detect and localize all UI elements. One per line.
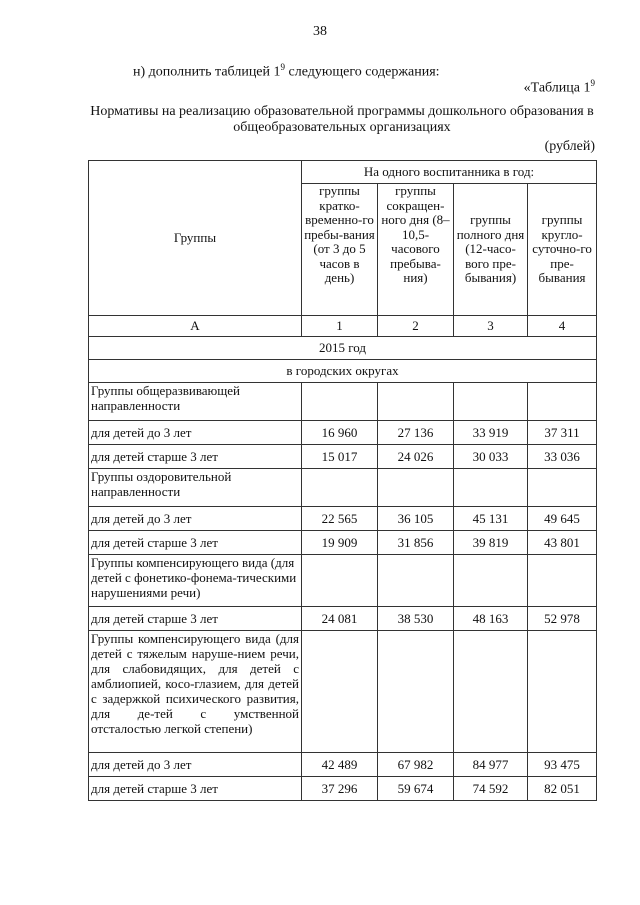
header-groups: Группы — [89, 161, 302, 316]
header-col-4: группы кругло-суточно-го пре-бывания — [528, 184, 597, 316]
header-col-1: группы кратко-временно-го пребы-вания (от 3 до 5 часов в день) — [302, 184, 378, 316]
group-name: Группы оздоровительной направленности — [89, 469, 302, 507]
header-col-2: группы сокращен-ного дня (8–10,5-часового пребыва-ния) — [378, 184, 454, 316]
value-cell: 22 565 — [302, 507, 378, 531]
row-label: для детей до 3 лет — [89, 753, 302, 777]
value-cell: 15 017 — [302, 445, 378, 469]
table-row — [89, 531, 597, 555]
row-label: для детей до 3 лет — [89, 421, 302, 445]
table-reference-text: «Таблица 1 — [523, 80, 591, 96]
units-label: (рублей) — [544, 139, 595, 154]
value-cell: 24 026 — [378, 445, 454, 469]
intro-superscript: 9 — [280, 62, 286, 72]
header-per-child: На одного воспитанника в год: — [302, 161, 597, 184]
value-cell: 16 960 — [302, 421, 378, 445]
value-cell: 30 033 — [454, 445, 528, 469]
row-label: для детей старше 3 лет — [89, 531, 302, 555]
value-cell: 33 036 — [528, 445, 597, 469]
table-row — [89, 507, 597, 531]
value-cell: 31 856 — [378, 531, 454, 555]
value-cell: 42 489 — [302, 753, 378, 777]
value-cell: 36 105 — [378, 507, 454, 531]
table-row — [89, 607, 597, 631]
table-reference-superscript: 9 — [590, 78, 595, 88]
year-row: 2015 год — [89, 337, 597, 360]
value-cell: 84 977 — [454, 753, 528, 777]
intro-line — [133, 62, 440, 81]
group-name: Группы компенсирующего вида (для детей с фонетико-фонема-тическими нарушениями речи) — [89, 555, 302, 607]
value-cell: 43 801 — [528, 531, 597, 555]
table-row — [89, 445, 597, 469]
intro-tail: следующего содержания: — [285, 64, 440, 80]
value-cell: 49 645 — [528, 507, 597, 531]
index-cell: 1 — [302, 316, 378, 337]
row-label: для детей старше 3 лет — [89, 445, 302, 469]
value-cell: 33 919 — [454, 421, 528, 445]
value-cell: 39 819 — [454, 531, 528, 555]
header-col-3: группы полного дня (12-часо-вого пре-бывания) — [454, 184, 528, 316]
value-cell: 19 909 — [302, 531, 378, 555]
table-title: Нормативы на реализацию образовательной программы дошкольного образования в общеобразовательных организациях — [90, 104, 594, 135]
value-cell: 37 296 — [302, 777, 378, 801]
index-cell: 4 — [528, 316, 597, 337]
row-label: для детей до 3 лет — [89, 507, 302, 531]
row-label: для детей старше 3 лет — [89, 777, 302, 801]
value-cell: 74 592 — [454, 777, 528, 801]
value-cell: 45 131 — [454, 507, 528, 531]
value-cell: 27 136 — [378, 421, 454, 445]
value-cell: 38 530 — [378, 607, 454, 631]
value-cell: 59 674 — [378, 777, 454, 801]
value-cell: 52 978 — [528, 607, 597, 631]
index-cell: А — [89, 316, 302, 337]
value-cell: 24 081 — [302, 607, 378, 631]
index-cell: 3 — [454, 316, 528, 337]
value-cell: 82 051 — [528, 777, 597, 801]
table-reference — [524, 78, 595, 97]
table-row — [89, 421, 597, 445]
region-row: в городских округах — [89, 360, 597, 383]
index-cell: 2 — [378, 316, 454, 337]
value-cell: 37 311 — [528, 421, 597, 445]
intro-text: н) дополнить таблицей 1 — [133, 64, 281, 80]
table-row — [89, 753, 597, 777]
value-cell: 48 163 — [454, 607, 528, 631]
row-label: для детей старше 3 лет — [89, 607, 302, 631]
page-number: 38 — [313, 24, 327, 39]
value-cell: 93 475 — [528, 753, 597, 777]
table-row — [89, 777, 597, 801]
group-name: Группы компенсирующего вида (для детей с тяжелым наруше-нием речи, для слабовидящих, для детей с амблиопией, косо-глазием, для детей с задержкой психического развития, для де-тей с умственной отсталостью легкой степени) — [89, 631, 302, 753]
group-name: Группы общеразвивающей направленности — [89, 383, 302, 421]
norms-table — [88, 160, 597, 801]
value-cell: 67 982 — [378, 753, 454, 777]
